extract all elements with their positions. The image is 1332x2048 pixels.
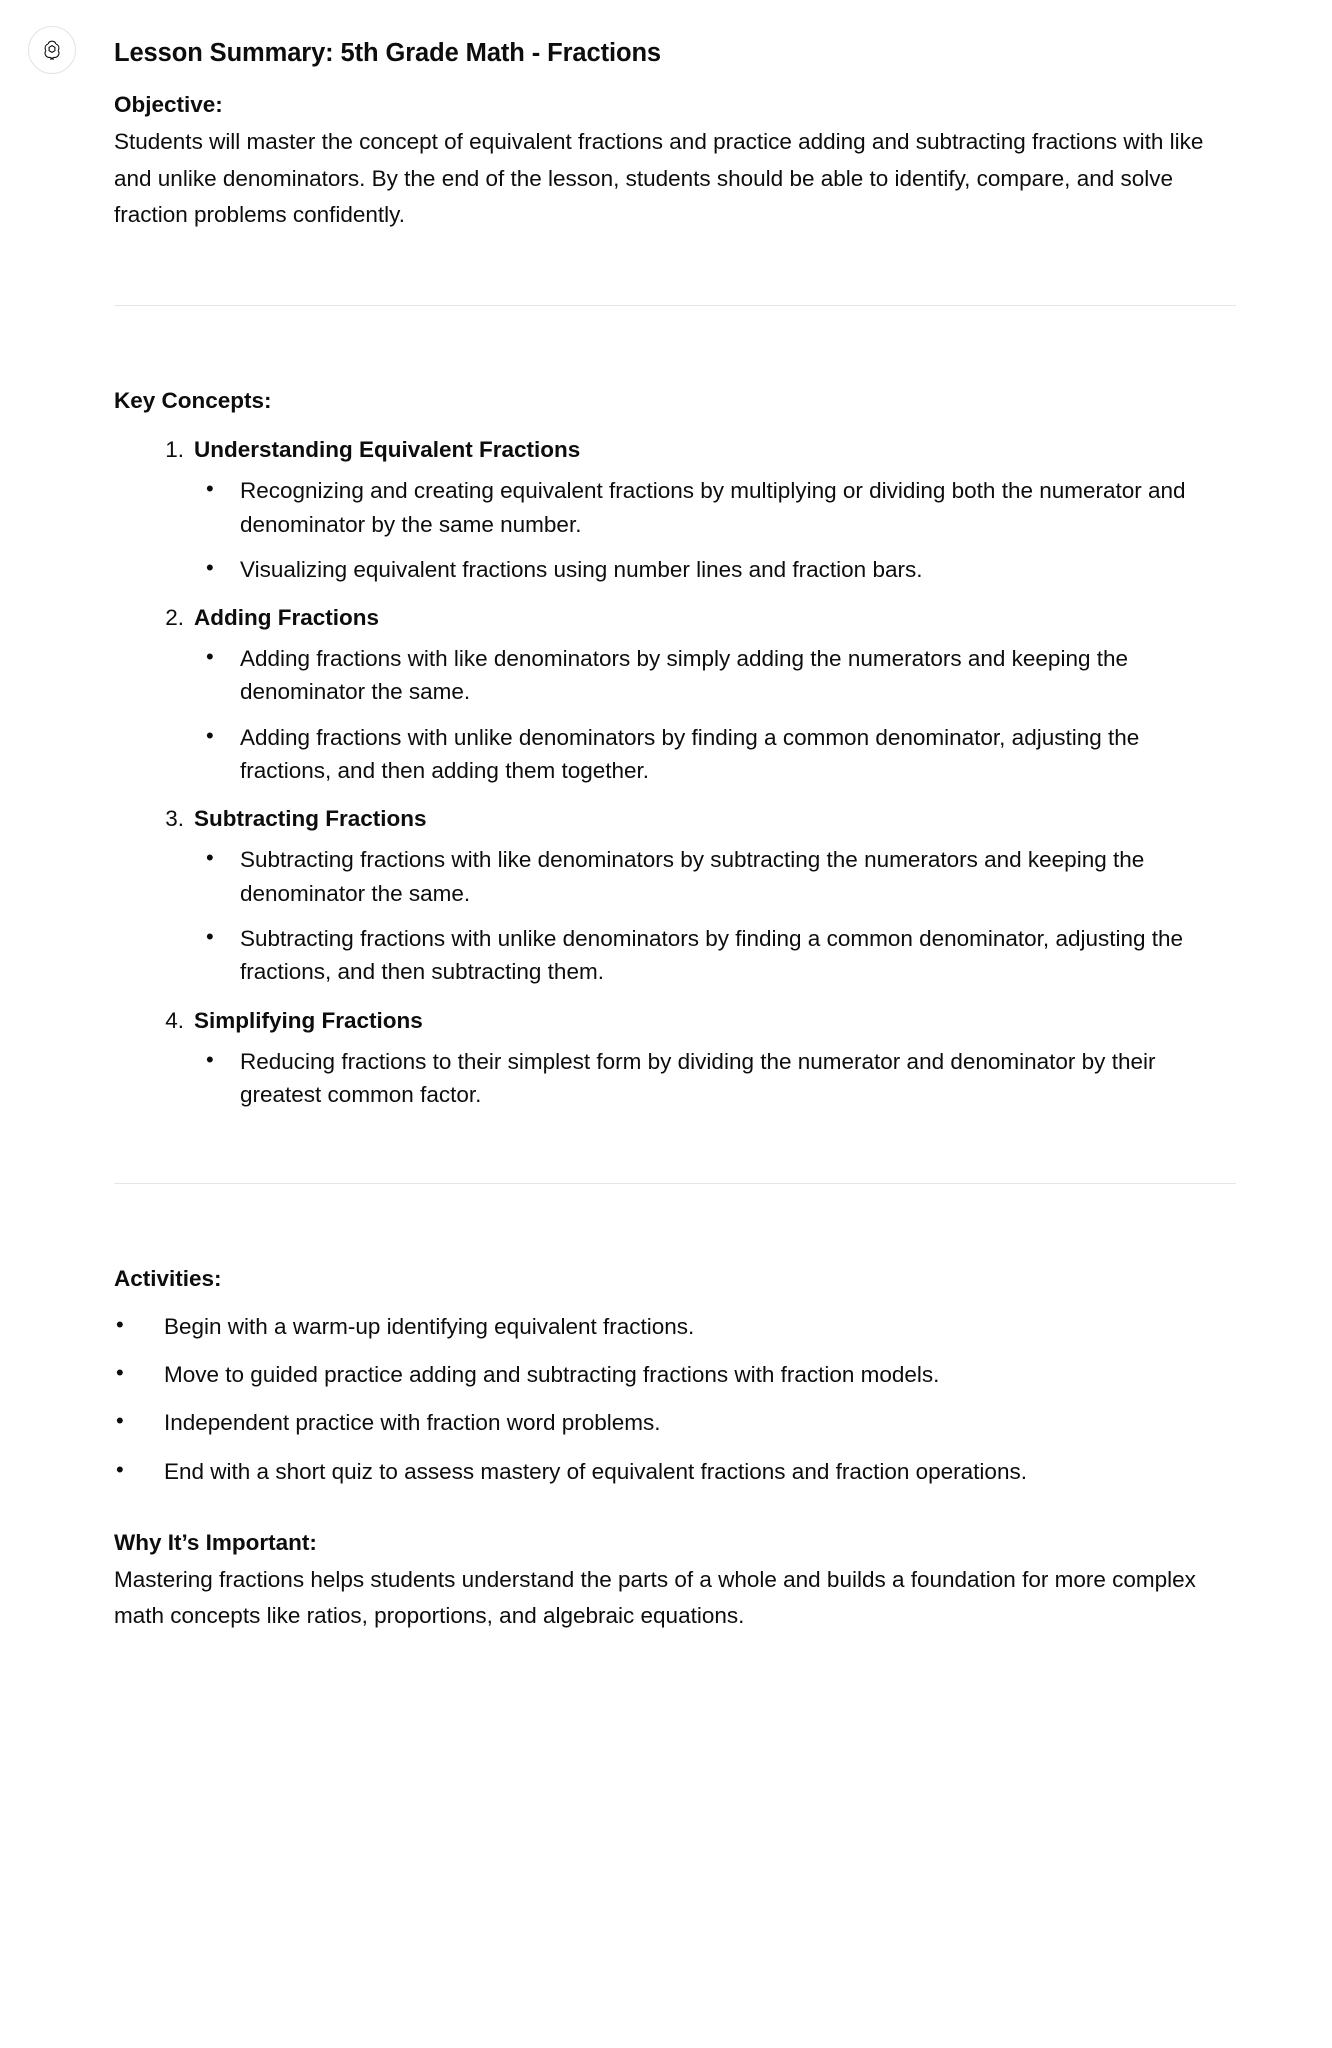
list-item-number: 3. <box>165 806 184 832</box>
objective-text: Students will master the concept of equivalent fractions and practice adding and subtracting fractions with like and unlike denominators. By the end of the lesson, students should be able to identify, compare, and solve fraction problems confidently. <box>114 129 1204 228</box>
list-item: • Visualizing equivalent fractions using number lines and fraction bars. <box>194 553 1236 586</box>
objective-label: Objective: <box>114 92 223 118</box>
list-item: • Begin with a warm-up identifying equivalent fractions. <box>114 1310 1236 1343</box>
sub-bullet-list <box>194 843 1236 988</box>
list-item: • Adding fractions with unlike denominators by finding a common denominator, adjusting the fractions, and then adding them together. <box>194 721 1236 788</box>
activities-label: Activities: <box>114 1266 222 1292</box>
list-item-number: 2. <box>165 605 184 631</box>
list-item: • Independent practice with fraction word problems. <box>114 1406 1236 1439</box>
list-item <box>150 1003 1236 1112</box>
list-item <box>150 801 1236 988</box>
list-item <box>150 600 1236 787</box>
list-item: • Reducing fractions to their simplest form by dividing the numerator and denominator by their greatest common factor. <box>194 1045 1236 1112</box>
section-divider-1 <box>114 305 1236 306</box>
list-item: • Subtracting fractions with unlike denominators by finding a common denominator, adjusting the fractions, and then subtracting them. <box>194 922 1236 989</box>
list-item: • Adding fractions with like denominators by simply adding the numerators and keeping the denominator the same. <box>194 642 1236 709</box>
openai-logo-icon <box>40 38 64 62</box>
list-item: • Subtracting fractions with like denominators by subtracting the numerators and keeping the denominator the same. <box>194 843 1236 910</box>
why-important-text: Mastering fractions helps students understand the parts of a whole and builds a foundation for more complex math concepts like ratios, proportions, and algebraic equations. <box>114 1566 1196 1629</box>
list-item-number: 4. <box>165 1007 184 1033</box>
key-concepts-list <box>114 432 1236 1111</box>
why-important-label: Why It’s Important: <box>114 1530 317 1556</box>
list-item-title: Simplifying Fractions <box>194 1007 423 1033</box>
page-title: Lesson Summary: 5th Grade Math - Fractions <box>114 39 662 67</box>
assistant-message <box>0 22 1332 1641</box>
list-item-title: Understanding Equivalent Fractions <box>194 437 581 463</box>
assistant-avatar <box>28 26 76 74</box>
key-concepts-label: Key Concepts: <box>114 388 272 414</box>
why-important-section <box>114 1526 1236 1635</box>
list-item-title: Adding Fractions <box>194 605 379 631</box>
sub-bullet-list <box>194 642 1236 787</box>
sub-bullet-list <box>194 474 1236 586</box>
list-item-title: Subtracting Fractions <box>194 806 427 832</box>
list-item: • End with a short quiz to assess mastery of equivalent fractions and fraction operations. <box>114 1455 1236 1488</box>
list-item: • Recognizing and creating equivalent fractions by multiplying or dividing both the numerator and denominator by the same number. <box>194 474 1236 541</box>
list-item: • Move to guided practice adding and subtracting fractions with fraction models. <box>114 1358 1236 1391</box>
list-item-number: 1. <box>165 437 184 463</box>
activities-list <box>114 1310 1236 1488</box>
assistant-message-content <box>76 22 1256 1641</box>
sub-bullet-list <box>194 1045 1236 1112</box>
section-divider-2 <box>114 1183 1236 1184</box>
list-item <box>150 432 1236 586</box>
